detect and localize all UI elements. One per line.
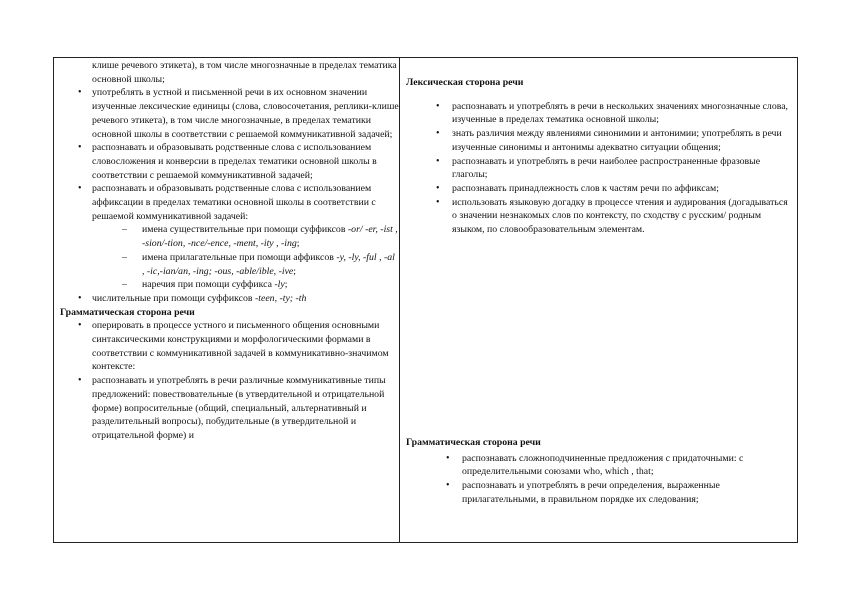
list-item: • распознавать и образовывать родственные слова с использованием словосложения и конверсии в пределах тематики основной школы в соответствии с решаемой коммуникативной задачей; [54, 141, 399, 182]
sub-list-item: – имена существительные при помощи суффиксов -or/ -er, -ist , -sion/-tion, -nce/-ence, -ment, -ity , -ing; [54, 223, 399, 250]
sub-list-item: – имена прилагательные при помощи аффиксов -y, -ly, -ful , -al , -ic,-ian/an, -ing; -ous, -able/ible, -ive; [54, 251, 399, 278]
grammar-skills-list [400, 452, 793, 507]
suffix-text: -y, -ly, -ful , -al , -ic,-ian/an, -ing; -ous, -able/ible, -ive [142, 251, 395, 277]
list-item: • употреблять в устной и письменной речи в их основном значении изученные лексические единицы (слова, словосочетания, реплики-клише речевого этикета), в том числе многозначные, в пределах тематики основной школы в соответствии с решаемой коммуникативной задачей; [54, 86, 399, 141]
list-item: • распознавать принадлежность слов к частям речи по аффиксам; [400, 182, 793, 196]
left-column [54, 58, 400, 542]
affix-sub-list [54, 223, 399, 292]
list-item: • использовать языковую догадку в процессе чтения и аудирования (догадываться о значении незнакомых слов по контексту, по сходству с русским/ родным языком, по словообразовательным элементам. [400, 196, 793, 237]
list-item: • распознавать и употреблять в речи наиболее распространенные фразовые глаголы; [400, 155, 793, 182]
grammar-skills-list [54, 319, 399, 442]
numerals-list [54, 292, 399, 306]
list-item: • распознавать и употреблять в речи определения, выраженные прилагательными, в правильном порядке их следования; [400, 479, 793, 506]
suffix-text: -teen, -ty; -th [254, 292, 307, 304]
suffix-text: -or/ -er, -ist , -sion/-tion, -nce/-ence, -ment, -ity , -ing [142, 224, 398, 250]
list-item: • распознавать сложноподчиненные предложения с придаточными: с определительными союзами who, which , that; [400, 452, 793, 479]
right-column [400, 58, 797, 542]
list-item: • распознавать и употреблять в речи в нескольких значениях многозначные слова, изученные в пределах тематика основной школы; [400, 100, 793, 127]
list-item: • оперировать в процессе устного и письменного общения основными синтаксическими конструкциями и морфологическими формами в соответствии с коммуникативной задачей в коммуникативно-значимом контексте: [54, 319, 399, 374]
list-item: • знать различия между явлениями синонимии и антонимии; употреблять в речи изученные синонимы и антонимы адекватно ситуации общения; [400, 127, 793, 154]
lexical-skills-list [54, 86, 399, 223]
section-heading: Лексическая сторона речи [406, 77, 524, 88]
suffix-text: -ly [274, 279, 285, 291]
list-item: • распознавать и образовывать родственные слова с использованием аффиксации в пределах тематики основной школы в соответствии с решаемой коммуникативной задачей: [54, 182, 399, 223]
content-table [53, 57, 798, 543]
list-item: • распознавать и употреблять в речи различные коммуникативные типы предложений: повествовательные (в утвердительной и отрицательной форме) вопросительные (общий, специальный, альтернативный и разделительный вопросы), побудительные (в утвердительной и отрицательной форме) и [54, 374, 399, 443]
list-item: • числительные при помощи суффиксов -teen, -ty; -th [54, 292, 399, 306]
sub-list-item: – наречия при помощи суффикса -ly; [54, 278, 399, 292]
lexical-skills-list [400, 100, 793, 237]
continuation-text: клише речевого этикета), в том числе многозначные в пределах тематика основной школы; [92, 60, 397, 85]
section-heading: Грамматическая сторона речи [406, 437, 541, 448]
section-heading: Грамматическая сторона речи [60, 306, 195, 318]
